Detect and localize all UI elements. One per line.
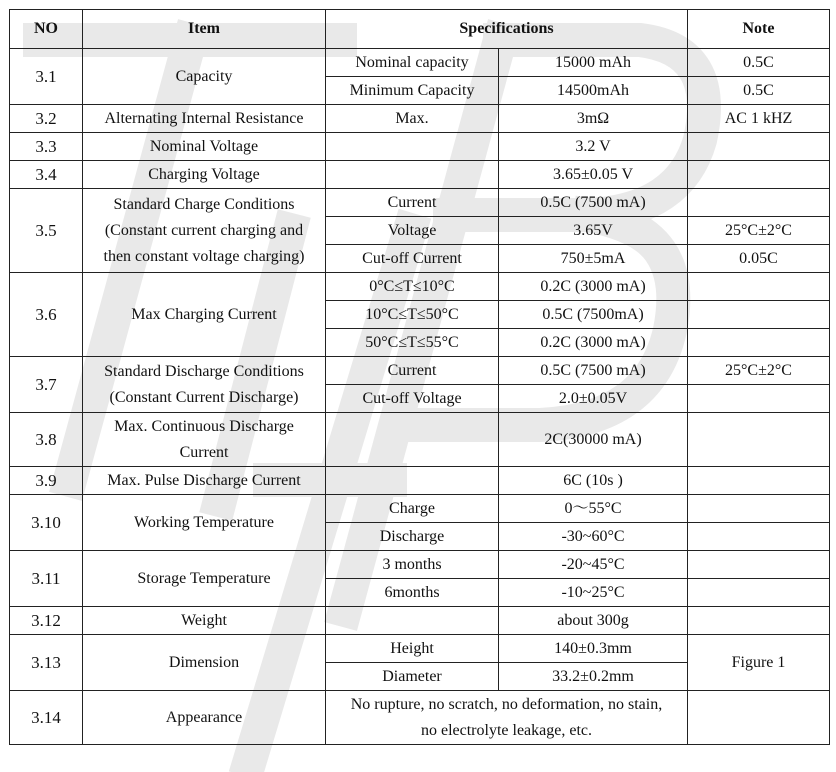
spec-line: no electrolyte leakage, etc. xyxy=(420,721,592,739)
note-cell xyxy=(688,189,830,217)
item-name: Charging Voltage xyxy=(83,161,326,189)
item-name: Dimension xyxy=(83,635,326,691)
note-cell xyxy=(688,385,830,413)
note-cell xyxy=(688,273,830,301)
header-no: NO xyxy=(10,10,83,49)
row-number: 3.2 xyxy=(10,105,83,133)
spec-label: 0°C≤T≤10°C xyxy=(326,273,499,301)
item-name xyxy=(83,189,326,273)
note-cell: 25°C±2°C xyxy=(688,357,830,385)
table-row xyxy=(10,607,830,635)
note-cell xyxy=(688,495,830,523)
table-row xyxy=(10,49,830,77)
row-number: 3.3 xyxy=(10,133,83,161)
spec-line: No rupture, no scratch, no deformation, no stain, xyxy=(350,695,663,713)
spec-label: Discharge xyxy=(326,523,499,551)
item-name: Working Temperature xyxy=(83,495,326,551)
note-cell xyxy=(688,413,830,467)
spec-value: 2.0±0.05V xyxy=(499,385,688,413)
table-row xyxy=(10,133,830,161)
table-row xyxy=(10,691,830,745)
spec-value: 140±0.3mm xyxy=(499,635,688,663)
note-cell: 25°C±2°C xyxy=(688,217,830,245)
row-number: 3.11 xyxy=(10,551,83,607)
row-number: 3.8 xyxy=(10,413,83,467)
spec-value: 0.5C (7500 mA) xyxy=(499,357,688,385)
spec-value: -10~25°C xyxy=(499,579,688,607)
item-name: Storage Temperature xyxy=(83,551,326,607)
header-item: Item xyxy=(83,10,326,49)
note-cell xyxy=(688,161,830,189)
note-cell xyxy=(688,523,830,551)
note-cell: 0.05C xyxy=(688,245,830,273)
spec-label: Nominal capacity xyxy=(326,49,499,77)
item-name: Alternating Internal Resistance xyxy=(83,105,326,133)
row-number: 3.10 xyxy=(10,495,83,551)
table-header-row xyxy=(10,10,830,49)
note-cell: AC 1 kHZ xyxy=(688,105,830,133)
row-number: 3.14 xyxy=(10,691,83,745)
item-line: then constant voltage charging) xyxy=(103,247,305,265)
spec-value: about 300g xyxy=(499,607,688,635)
row-number: 3.5 xyxy=(10,189,83,273)
note-cell: 0.5C xyxy=(688,77,830,105)
battery-spec-table xyxy=(9,9,830,745)
note-cell: Figure 1 xyxy=(688,635,830,691)
table-row xyxy=(10,189,830,217)
spec-label: 10°C≤T≤50°C xyxy=(326,301,499,329)
spec-value: 0.2C (3000 mA) xyxy=(499,273,688,301)
spec-label: Current xyxy=(326,189,499,217)
spec-value: 3.2 V xyxy=(499,133,688,161)
item-name: Max Charging Current xyxy=(83,273,326,357)
spec-label: 50°C≤T≤55°C xyxy=(326,329,499,357)
spec-label: Max. xyxy=(326,105,499,133)
spec-value: 0～55°C xyxy=(499,495,688,523)
spec-value: 14500mAh xyxy=(499,77,688,105)
item-name: Capacity xyxy=(83,49,326,105)
note-cell xyxy=(688,551,830,579)
spec-value: 2C(30000 mA) xyxy=(499,413,688,467)
spec-value: 0.5C (7500mA) xyxy=(499,301,688,329)
note-cell xyxy=(688,579,830,607)
row-number: 3.7 xyxy=(10,357,83,413)
note-cell xyxy=(688,691,830,745)
spec-label xyxy=(326,133,499,161)
table-row xyxy=(10,357,830,385)
spec-label: Charge xyxy=(326,495,499,523)
item-name: Weight xyxy=(83,607,326,635)
spec-value: 3.65V xyxy=(499,217,688,245)
item-name xyxy=(83,357,326,413)
spec-label: 3 months xyxy=(326,551,499,579)
item-line: (Constant Current Discharge) xyxy=(109,388,299,406)
note-cell xyxy=(688,607,830,635)
note-cell xyxy=(688,467,830,495)
row-number: 3.12 xyxy=(10,607,83,635)
table-row xyxy=(10,105,830,133)
spec-label xyxy=(326,413,499,467)
note-cell xyxy=(688,301,830,329)
note-cell xyxy=(688,329,830,357)
spec-value: -30~60°C xyxy=(499,523,688,551)
item-name: Nominal Voltage xyxy=(83,133,326,161)
spec-label xyxy=(326,607,499,635)
item-line: Max. Continuous Discharge xyxy=(114,417,294,435)
spec-value: 6C (10s ) xyxy=(499,467,688,495)
note-cell: 0.5C xyxy=(688,49,830,77)
row-number: 3.9 xyxy=(10,467,83,495)
note-cell xyxy=(688,133,830,161)
spec-label xyxy=(326,467,499,495)
row-number: 3.4 xyxy=(10,161,83,189)
spec-value: 0.2C (3000 mA) xyxy=(499,329,688,357)
table-row xyxy=(10,551,830,579)
spec-label: Cut-off Current xyxy=(326,245,499,273)
item-line: Standard Charge Conditions xyxy=(113,195,295,213)
table-row xyxy=(10,161,830,189)
item-name xyxy=(83,413,326,467)
spec-value xyxy=(326,691,688,745)
spec-label: Minimum Capacity xyxy=(326,77,499,105)
table-row xyxy=(10,413,830,467)
item-line: (Constant current charging and xyxy=(104,221,304,239)
spec-value: 750±5mA xyxy=(499,245,688,273)
row-number: 3.6 xyxy=(10,273,83,357)
spec-label: 6months xyxy=(326,579,499,607)
spec-label: Diameter xyxy=(326,663,499,691)
spec-value: 33.2±0.2mm xyxy=(499,663,688,691)
header-specifications: Specifications xyxy=(326,10,688,49)
table-row xyxy=(10,273,830,301)
item-line: Current xyxy=(179,443,229,461)
spec-label xyxy=(326,161,499,189)
item-line: Standard Discharge Conditions xyxy=(104,362,304,380)
spec-label: Cut-off Voltage xyxy=(326,385,499,413)
header-note: Note xyxy=(688,10,830,49)
spec-label: Voltage xyxy=(326,217,499,245)
spec-label: Current xyxy=(326,357,499,385)
spec-value: 0.5C (7500 mA) xyxy=(499,189,688,217)
row-number: 3.1 xyxy=(10,49,83,105)
table-row xyxy=(10,635,830,663)
table-row xyxy=(10,495,830,523)
table-row xyxy=(10,467,830,495)
row-number: 3.13 xyxy=(10,635,83,691)
item-name: Appearance xyxy=(83,691,326,745)
item-name: Max. Pulse Discharge Current xyxy=(83,467,326,495)
spec-value: -20~45°C xyxy=(499,551,688,579)
spec-label: Height xyxy=(326,635,499,663)
spec-value: 3mΩ xyxy=(499,105,688,133)
spec-value: 3.65±0.05 V xyxy=(499,161,688,189)
spec-value: 15000 mAh xyxy=(499,49,688,77)
